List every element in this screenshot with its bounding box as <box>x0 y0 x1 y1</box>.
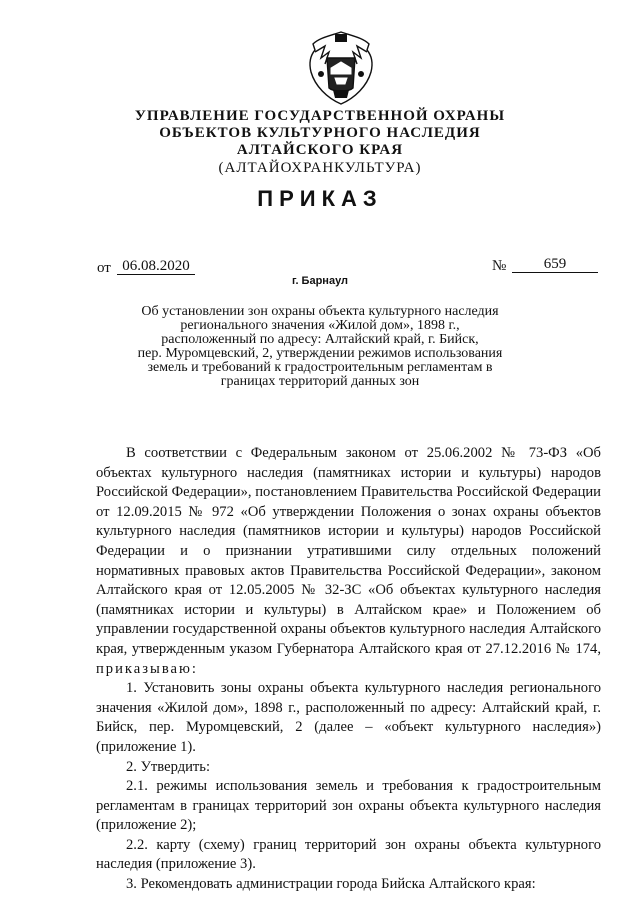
order-subject <box>120 305 520 389</box>
subject-line: регионального значения «Жилой дом», 1898 г., <box>180 318 460 333</box>
coat-of-arms-icon <box>301 28 381 108</box>
order-body <box>96 444 601 895</box>
subject-line: пер. Муромцевский, 2, утверждении режимов использования <box>137 346 503 361</box>
subject-line: расположенный по адресу: Алтайский край, г. Бийск, <box>161 332 479 347</box>
org-name-line-2: ОБЪЕКТОВ КУЛЬТУРНОГО НАСЛЕДИЯ <box>159 125 481 141</box>
subject-line: Об установлении зон охраны объекта культурного наследия <box>141 304 499 319</box>
org-name-line-3: АЛТАЙСКОГО КРАЯ <box>236 142 404 158</box>
subject-line: границах территорий данных зон <box>220 374 420 389</box>
document-type-title: ПРИКАЗ <box>257 186 383 211</box>
order-word: приказываю: <box>96 660 198 677</box>
number-label: № <box>492 258 507 274</box>
date-label: от <box>97 260 111 276</box>
item-2-1: 2.1. режимы использования земель и требования к градостроительным регламентам в границах территорий зон охраны объекта культурного наследия (приложение 2); <box>96 778 601 834</box>
item-2-2: 2.2. карту (схему) границ территорий зон охраны объекта культурного наследия (приложение 3). <box>96 836 601 873</box>
preamble-text: В соответствии с Федеральным законом от 25.06.2002 № 73-ФЗ «Об объектах культурного наследия (памятниках истории и культуры) народов Российской Федерации», постановлением Правительства Российской Федерации от 12.09.2015 № 972 «Об утверждении Положения о зонах охраны объектов культурного наследия (памятников истории и культуры) народов Российской Федерации и о признании утратившими силу отдельных положений нормативных правовых актов Правительства Российской Федерации», законом Алтайского края от 12.05.2005 № 32-ЗС «Об объектах культурного наследия (памятниках истории и культуры) в Алтайском крае» и Положением об управлении государственной охраны объектов культурного наследия Алтайского края, утвержденным указом Губернатора Алтайского края от 27.12.2016 № 174, <box>96 445 601 657</box>
item-1: 1. Установить зоны охраны объекта культурного наследия регионального значения «Жилой дом», 1898 г., расположенный по адресу: Алтайский край, г. Бийск, пер. Муромцевский, 2 (далее – «объект культурного наследия») (приложение 1). <box>96 680 601 755</box>
org-name-line-1: УПРАВЛЕНИЕ ГОСУДАРСТВЕННОЙ ОХРАНЫ <box>134 108 506 124</box>
item-2: 2. Утвердить: <box>126 758 211 775</box>
org-short-name: (АЛТАЙОХРАНКУЛЬТУРА) <box>218 160 422 176</box>
preamble-paragraph <box>96 444 601 679</box>
city-name: г. Барнаул <box>291 275 349 287</box>
item-3: 3. Рекомендовать администрации города Бийска Алтайского края: <box>126 876 536 893</box>
subject-line: земель и требований к градостроительным регламентам в <box>147 360 493 375</box>
order-date: 06.08.2020 <box>117 258 195 275</box>
order-number: 659 <box>512 256 598 273</box>
